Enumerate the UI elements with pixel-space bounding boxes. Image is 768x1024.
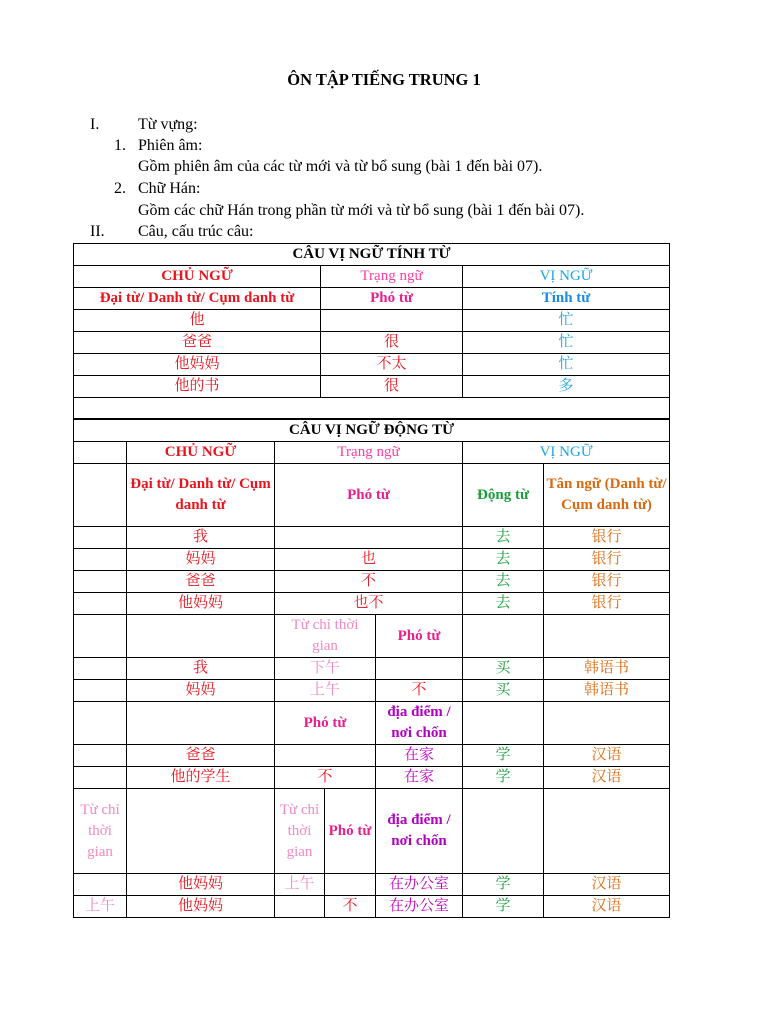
cell-object: 汉语 bbox=[544, 767, 670, 789]
cell-adverb bbox=[325, 874, 376, 896]
cell-place: 在办公室 bbox=[376, 896, 463, 918]
outline-text: Từ vựng: bbox=[138, 116, 198, 133]
cell-time: 上午 bbox=[275, 680, 376, 702]
table-row bbox=[74, 310, 670, 332]
empty-cell bbox=[127, 789, 275, 874]
cell-verb: 学 bbox=[463, 767, 544, 789]
subheader-time-word: Từ chỉ thời gian bbox=[275, 615, 376, 658]
cell-place: 在办公室 bbox=[376, 874, 463, 896]
header-predicate: VỊ NGỮ bbox=[463, 442, 670, 464]
cell-verb: 买 bbox=[463, 680, 544, 702]
cell-verb: 买 bbox=[463, 658, 544, 680]
empty-cell bbox=[74, 527, 127, 549]
table-row bbox=[74, 549, 670, 571]
table-row bbox=[74, 332, 670, 354]
table-row bbox=[74, 593, 670, 615]
cell-verb: 去 bbox=[463, 571, 544, 593]
cell-subject: 他的学生 bbox=[127, 767, 275, 789]
empty-cell bbox=[74, 549, 127, 571]
empty-cell bbox=[74, 615, 127, 658]
cell-adjective: 多 bbox=[463, 376, 670, 398]
cell-place: 在家 bbox=[376, 745, 463, 767]
verb-predicate-table bbox=[73, 419, 670, 918]
empty-cell bbox=[463, 789, 544, 874]
cell-adverb: 很 bbox=[321, 332, 463, 354]
outline-num: 1. bbox=[114, 137, 126, 154]
subheader-time-word: Từ chỉ thời gian bbox=[74, 789, 127, 874]
table-row bbox=[74, 874, 670, 896]
empty-cell bbox=[127, 702, 275, 745]
cell-verb: 去 bbox=[463, 549, 544, 571]
cell-adverb bbox=[275, 745, 376, 767]
cell-adjective: 忙 bbox=[463, 310, 670, 332]
table-row bbox=[74, 745, 670, 767]
cell-adverb bbox=[321, 310, 463, 332]
empty-cell bbox=[544, 702, 670, 745]
empty-cell bbox=[74, 767, 127, 789]
empty-cell bbox=[74, 658, 127, 680]
empty-cell bbox=[463, 615, 544, 658]
cell-time bbox=[275, 896, 325, 918]
cell-object: 银行 bbox=[544, 549, 670, 571]
page-title: ÔN TẬP TIẾNG TRUNG 1 bbox=[287, 70, 481, 89]
cell-object: 汉语 bbox=[544, 896, 670, 918]
subheader-adverb: Phó từ bbox=[321, 288, 463, 310]
cell-adverb: 不 bbox=[275, 767, 376, 789]
cell-time bbox=[74, 874, 127, 896]
cell-object: 汉语 bbox=[544, 745, 670, 767]
subheader-adjective: Tính từ bbox=[463, 288, 670, 310]
cell-subject: 他妈妈 bbox=[127, 593, 275, 615]
outline-text: Gồm các chữ Hán trong phần từ mới và từ bổ sung (bài 1 đến bài 07). bbox=[138, 202, 585, 219]
table-row bbox=[74, 354, 670, 376]
empty-cell bbox=[463, 702, 544, 745]
cell-object: 韩语书 bbox=[544, 658, 670, 680]
header-predicate: VỊ NGỮ bbox=[463, 266, 670, 288]
cell-subject: 爸爸 bbox=[74, 332, 321, 354]
cell-verb: 学 bbox=[463, 896, 544, 918]
table-row bbox=[74, 767, 670, 789]
empty-cell bbox=[74, 745, 127, 767]
subheader-place: địa điểm / nơi chốn bbox=[376, 702, 463, 745]
cell-subject: 他 bbox=[74, 310, 321, 332]
cell-object: 汉语 bbox=[544, 874, 670, 896]
cell-subject: 我 bbox=[127, 527, 275, 549]
cell-object: 银行 bbox=[544, 571, 670, 593]
table-row bbox=[74, 896, 670, 918]
blank-row bbox=[74, 398, 670, 419]
adjective-predicate-table bbox=[73, 243, 670, 419]
outline-num: 2. bbox=[114, 180, 126, 197]
cell-verb: 学 bbox=[463, 745, 544, 767]
cell-verb: 去 bbox=[463, 593, 544, 615]
cell-object: 韩语书 bbox=[544, 680, 670, 702]
cell-object: 银行 bbox=[544, 527, 670, 549]
cell-adverb: 不 bbox=[325, 896, 376, 918]
empty-cell bbox=[74, 702, 127, 745]
cell-adverb bbox=[376, 658, 463, 680]
empty-cell bbox=[127, 615, 275, 658]
table-title: CÂU VỊ NGỮ TÍNH TỪ bbox=[74, 244, 670, 266]
outline-text: Chữ Hán: bbox=[138, 180, 201, 197]
subheader-noun: Đại từ/ Danh từ/ Cụm danh từ bbox=[74, 288, 321, 310]
cell-adjective: 忙 bbox=[463, 354, 670, 376]
cell-adverb: 也不 bbox=[275, 593, 463, 615]
empty-cell bbox=[74, 571, 127, 593]
empty-cell bbox=[74, 464, 127, 527]
empty-cell bbox=[74, 593, 127, 615]
outline-text: Gồm phiên âm của các từ mới và từ bổ sung (bài 1 đến bài 07). bbox=[138, 158, 543, 175]
cell-subject: 妈妈 bbox=[127, 680, 275, 702]
header-adverbial: Trạng ngữ bbox=[321, 266, 463, 288]
cell-verb: 学 bbox=[463, 874, 544, 896]
table-row bbox=[74, 680, 670, 702]
cell-time: 上午 bbox=[74, 896, 127, 918]
subheader-adverb: Phó từ bbox=[376, 615, 463, 658]
cell-adverb: 不 bbox=[275, 571, 463, 593]
empty-cell bbox=[74, 680, 127, 702]
header-subject: CHỦ NGỮ bbox=[127, 442, 275, 464]
cell-subject: 他妈妈 bbox=[127, 896, 275, 918]
cell-subject: 他的书 bbox=[74, 376, 321, 398]
empty-cell bbox=[544, 615, 670, 658]
table-row bbox=[74, 658, 670, 680]
cell-adjective: 忙 bbox=[463, 332, 670, 354]
cell-subject: 我 bbox=[127, 658, 275, 680]
table-title: CÂU VỊ NGỮ ĐỘNG TỪ bbox=[74, 420, 670, 442]
cell-time: 上午 bbox=[275, 874, 325, 896]
cell-subject: 他妈妈 bbox=[127, 874, 275, 896]
cell-subject: 爸爸 bbox=[127, 571, 275, 593]
subheader-object: Tân ngữ (Danh từ/ Cụm danh từ) bbox=[544, 464, 670, 527]
subheader-place: địa điểm / nơi chốn bbox=[376, 789, 463, 874]
subheader-adverb: Phó từ bbox=[325, 789, 376, 874]
cell-adverb: 也 bbox=[275, 549, 463, 571]
outline-num: I. bbox=[90, 116, 100, 133]
cell-time: 下午 bbox=[275, 658, 376, 680]
header-subject: CHỦ NGỮ bbox=[74, 266, 321, 288]
cell-adverb bbox=[275, 527, 463, 549]
subheader-noun: Đại từ/ Danh từ/ Cụm danh từ bbox=[127, 464, 275, 527]
cell-adverb: 不 bbox=[376, 680, 463, 702]
cell-place: 在家 bbox=[376, 767, 463, 789]
outline-text: Phiên âm: bbox=[138, 137, 203, 154]
cell-adverb: 很 bbox=[321, 376, 463, 398]
header-adverbial: Trạng ngữ bbox=[275, 442, 463, 464]
cell-verb: 去 bbox=[463, 527, 544, 549]
table-row bbox=[74, 571, 670, 593]
table-row bbox=[74, 527, 670, 549]
table-row bbox=[74, 376, 670, 398]
outline-text: Câu, cấu trúc câu: bbox=[138, 223, 254, 240]
subheader-verb: Động từ bbox=[463, 464, 544, 527]
cell-object: 银行 bbox=[544, 593, 670, 615]
subheader-adverb: Phó từ bbox=[275, 702, 376, 745]
cell-subject: 他妈妈 bbox=[74, 354, 321, 376]
cell-subject: 爸爸 bbox=[127, 745, 275, 767]
empty-cell bbox=[544, 789, 670, 874]
empty-cell bbox=[74, 442, 127, 464]
subheader-time-word: Từ chỉ thời gian bbox=[275, 789, 325, 874]
subheader-adverb: Phó từ bbox=[275, 464, 463, 527]
cell-adverb: 不太 bbox=[321, 354, 463, 376]
cell-subject: 妈妈 bbox=[127, 549, 275, 571]
outline-num: II. bbox=[90, 223, 105, 240]
